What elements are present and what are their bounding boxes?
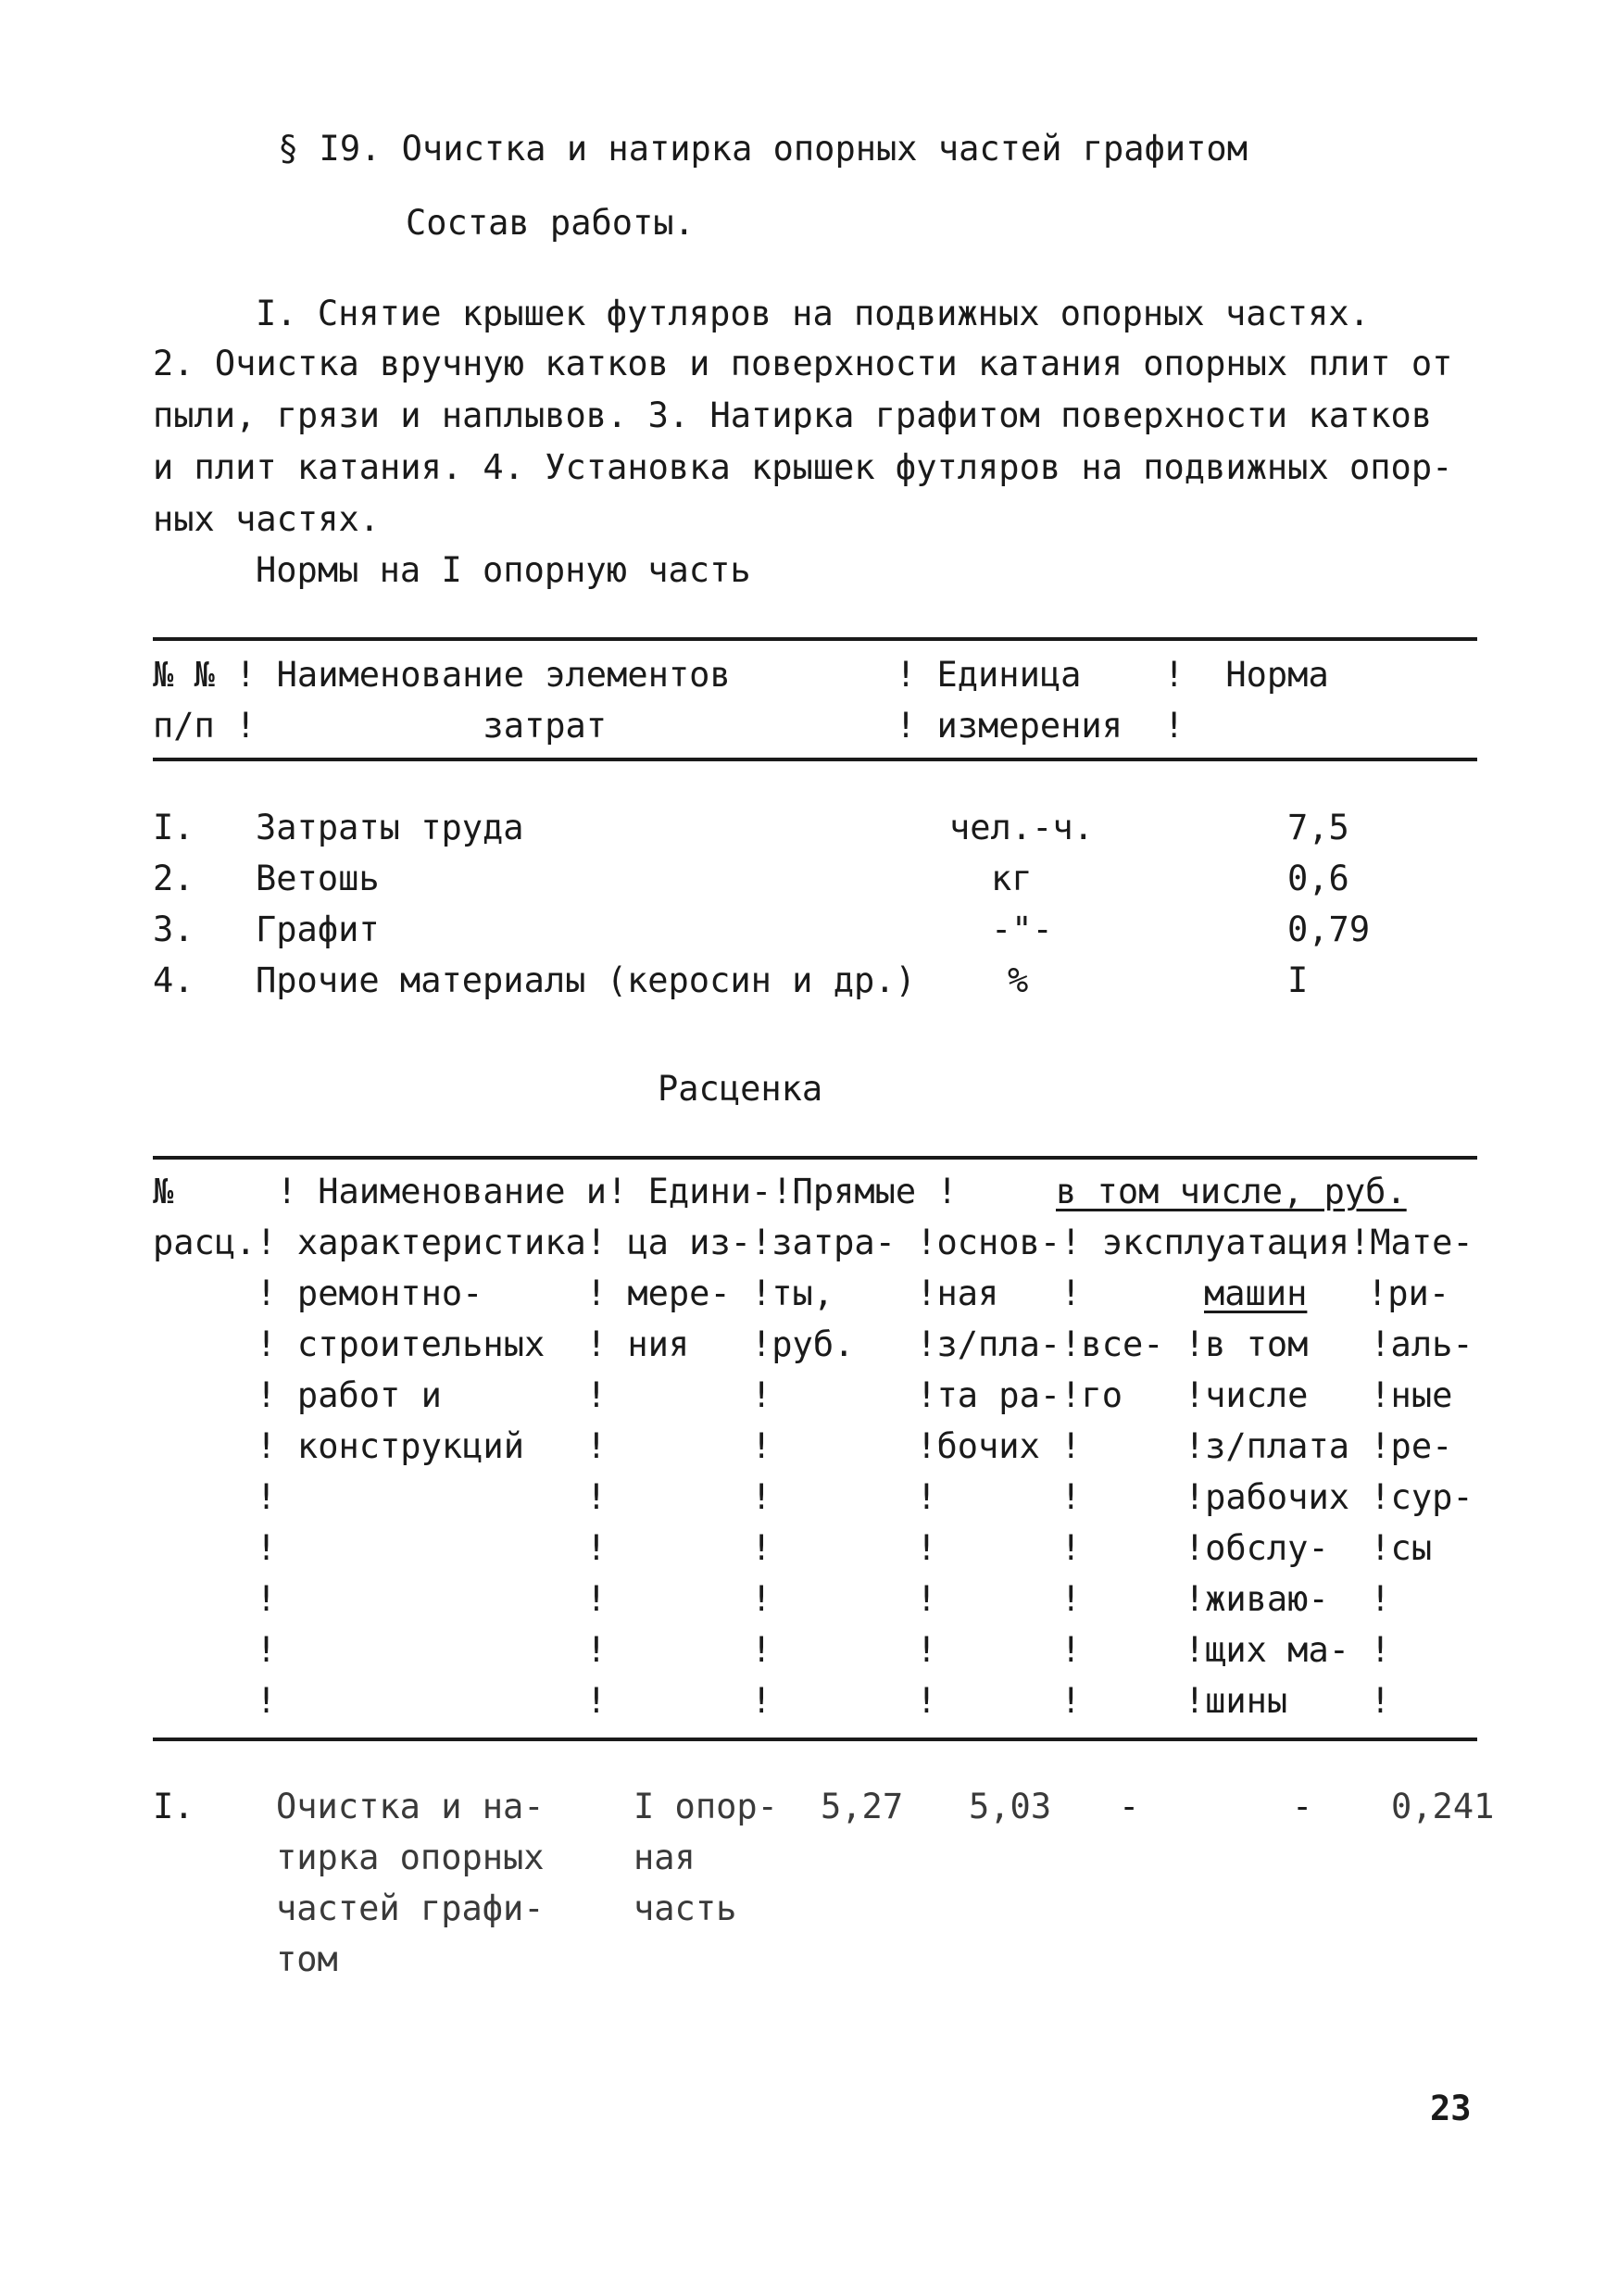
rate-caption: Расценка <box>658 1069 823 1109</box>
rate-row-name-4: том <box>276 1939 338 1979</box>
rate-top-rule <box>153 1156 1477 1160</box>
composition-line-2: 2. Очистка вручную катков и поверхности катания опорных плит от <box>153 344 1453 383</box>
rate-row-exploit-all: - <box>1119 1787 1140 1826</box>
norms-row-4-unit: % <box>1008 960 1029 1000</box>
norms-row-2-num: 2. <box>153 859 194 898</box>
section-heading: § I9. Очистка и натирка опорных частей графитом <box>278 129 1248 169</box>
rate-header-line-4: ! строительных ! ния !руб. !з/пла-!все- !в том !аль- <box>153 1324 1474 1364</box>
norms-row-3-name: Графит <box>256 910 380 949</box>
rate-header-line-6: ! конструкций ! ! !бочих ! !з/плата !ре- <box>153 1426 1453 1466</box>
rate-header-line-2: расц.! характеристика! ца из-!затра- !основ-! эксплуатация!Мате- <box>153 1223 1474 1262</box>
rate-row-unit-2: ная <box>633 1838 696 1877</box>
rate-row-name-3: частей графи- <box>276 1888 545 1928</box>
norms-row-3-unit: -"- <box>991 910 1053 949</box>
rate-row-basic: 5,03 <box>969 1787 1052 1826</box>
composition-line-4: и плит катания. 4. Установка крышек футляров на подвижных опор- <box>153 447 1453 487</box>
rate-header-line-9: ! ! ! ! ! !живаю- ! <box>153 1579 1391 1619</box>
norms-row-1-norm: 7,5 <box>1287 808 1349 847</box>
norms-row-4-num: 4. <box>153 960 194 1000</box>
norms-row-1-unit: чел.-ч. <box>949 808 1094 847</box>
rate-row-direct: 5,27 <box>821 1787 904 1826</box>
rate-row-name-1: Очистка и на- <box>276 1787 545 1826</box>
composition-line-5: ных частях. <box>153 499 381 539</box>
norms-header-rule <box>153 758 1477 761</box>
rate-row-materials: 0,241 <box>1391 1787 1495 1826</box>
norms-row-4-norm: I <box>1287 960 1309 1000</box>
rate-row-unit-3: часть <box>633 1888 737 1928</box>
norms-row-2-unit: кг <box>991 859 1033 898</box>
rate-header-line-7: ! ! ! ! ! !рабочих !сур- <box>153 1477 1474 1517</box>
norms-top-rule <box>153 637 1477 641</box>
composition-line-1: I. Снятие крышек футляров на подвижных опорных частях. <box>256 294 1370 333</box>
norms-row-2-norm: 0,6 <box>1287 859 1349 898</box>
rate-header-line-3: ! ремонтно- ! мере- !ты, !ная ! <box>153 1273 1082 1313</box>
norms-row-3-norm: 0,79 <box>1287 910 1371 949</box>
rate-header-machines: машин <box>1204 1273 1308 1313</box>
composition-line-3: пыли, грязи и наплывов. 3. Натирка графитом поверхности катков <box>153 395 1433 435</box>
page-number: 23 <box>1430 2089 1472 2128</box>
rate-header-materials-start: !ри- <box>1367 1273 1450 1313</box>
norms-header-line-2: п/п ! затрат ! измерения ! <box>153 706 1185 746</box>
norms-caption: Нормы на I опорную часть <box>256 550 751 590</box>
rate-row-name-2: тирка опорных <box>276 1838 545 1877</box>
subheading: Состав работы. <box>406 203 695 243</box>
rate-header-line-8: ! ! ! ! ! !обслу- !сы <box>153 1528 1433 1568</box>
rate-row-exploit-wages: - <box>1292 1787 1313 1826</box>
rate-header-rule <box>153 1738 1477 1741</box>
norms-header-line-1: № № ! Наименование элементов ! Единица ! Норма <box>153 655 1329 695</box>
rate-header-in-that-number: в том числе, руб. <box>1056 1172 1407 1211</box>
rate-header-line-5: ! работ и ! ! !та ра-!го !числе !ные <box>153 1375 1453 1415</box>
rate-header-line-11: ! ! ! ! ! !шины ! <box>153 1681 1391 1721</box>
norms-row-4-name: Прочие материалы (керосин и др.) <box>256 960 916 1000</box>
norms-row-1-name: Затраты труда <box>256 808 524 847</box>
rate-row-unit-1: I опор- <box>633 1787 778 1826</box>
rate-row-num: I. <box>153 1787 194 1826</box>
norms-row-3-num: 3. <box>153 910 194 949</box>
rate-header-line-1: № ! Наименование и! Едини-!Прямые ! <box>153 1172 958 1211</box>
rate-header-line-10: ! ! ! ! ! !щих ма- ! <box>153 1630 1391 1670</box>
norms-row-1-num: I. <box>153 808 194 847</box>
norms-row-2-name: Ветошь <box>256 859 380 898</box>
